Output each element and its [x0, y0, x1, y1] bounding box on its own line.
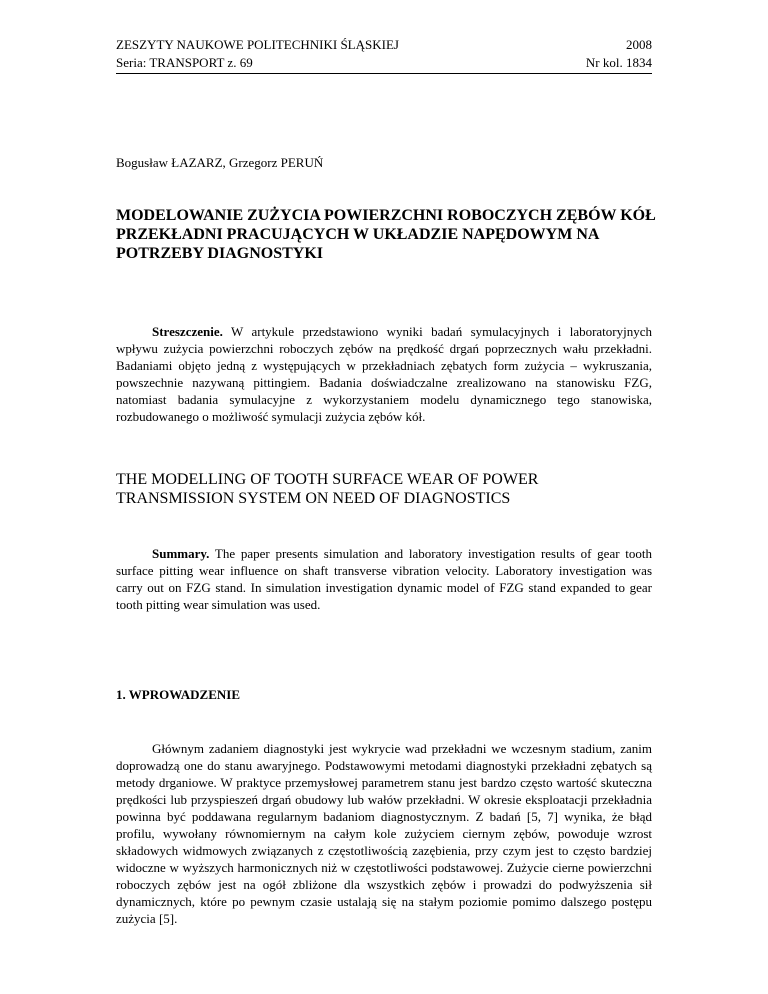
abstract-english-text: The paper presents simulation and laboratory investigation results of gear tooth surface pitting wear influence on shaft transverse vibration velocity. Laboratory investigation was carry out on FZG stand. In simulation investigation dynamic model of FZG stand expanded to gear tooth pitting wear simulation was used. — [116, 546, 653, 612]
header-row-1 — [116, 36, 652, 54]
journal-name: ZESZYTY NAUKOWE POLITECHNIKI ŚLĄSKIEJ — [116, 37, 399, 52]
abstract-polish — [116, 323, 652, 425]
journal-year: 2008 — [626, 37, 652, 52]
issue-number: Nr kol. 1834 — [585, 55, 652, 70]
header-row-2 — [116, 54, 652, 72]
title-english: THE MODELLING OF TOOTH SURFACE WEAR OF POWER TRANSMISSION SYSTEM ON NEED OF DIAGNOSTICS — [116, 471, 539, 507]
body-paragraph: Głównym zadaniem diagnostyki jest wykrycie wad przekładni we wczesnym stadium, zanim doprowadzą one do stanu awaryjnego. Podstawowymi metodami diagnostyki przekładni zębatych są metody drganiowe. W praktyce przemysłowej parametrem stanu jest bardzo często wartość skuteczna prędkości lub przyspieszeń drgań obudowy lub wałów przekładni. W okresie eksploatacji przekładnia powinna być poddawana regularnym badaniom diagnostycznym. Z badań [5, 7] wynika, że błąd profilu, wywołany równomiernym na całym kole zużyciem ciernym zębów, powoduje wzrost składowych widmowych związanych z częstotliwością zazębienia, przy czym jest to często bardziej widoczne w wyższych harmonicznych niż w częstotliwości podstawowej. Zużycie cierne powierzchni roboczych zębów jest na ogół zbliżone dla wszystkich zębów i prowadzi do podwyższenia sił dynamicznych, które po pewnym czasie ustalają się na stałym poziomie pomimo dalszego postępu zużycia [5]. — [116, 741, 652, 926]
abstract-polish-label: Streszczenie. — [152, 324, 223, 339]
abstract-english — [116, 545, 652, 613]
series-label: Seria: TRANSPORT z. 69 — [116, 55, 253, 70]
title-polish: MODELOWANIE ZUŻYCIA POWIERZCHNI ROBOCZYCH ZĘBÓW KÓŁ PRZEKŁADNI PRACUJĄCYCH W UKŁADZIE NAPĘDOWYM NA POTRZEBY DIAGNOSTYKI — [116, 207, 656, 262]
running-header — [116, 36, 652, 72]
abstract-polish-text: W artykule przedstawiono wyniki badań symulacyjnych i laboratoryjnych wpływu zużycia powierzchni roboczych zębów na prędkość drgań poprzecznych wału przekładni. Badaniami objęto jedną z występujących w przekładniach zębatych form zużycia – wykruszania, powszechnie nazywaną pittingiem. Badania doświadczalne zrealizowano na stanowisku FZG, natomiast badania symulacyjne z wykorzystaniem modelu dynamicznego tego stanowiska, rozbudowanego o możliwość symulacji zużycia zębów kół. — [116, 324, 653, 424]
abstract-english-label: Summary. — [152, 546, 210, 561]
header-rule — [116, 73, 652, 74]
section-heading: 1. WPROWADZENIE — [116, 687, 241, 702]
authors: Bogusław ŁAZARZ, Grzegorz PERUŃ — [116, 155, 324, 170]
